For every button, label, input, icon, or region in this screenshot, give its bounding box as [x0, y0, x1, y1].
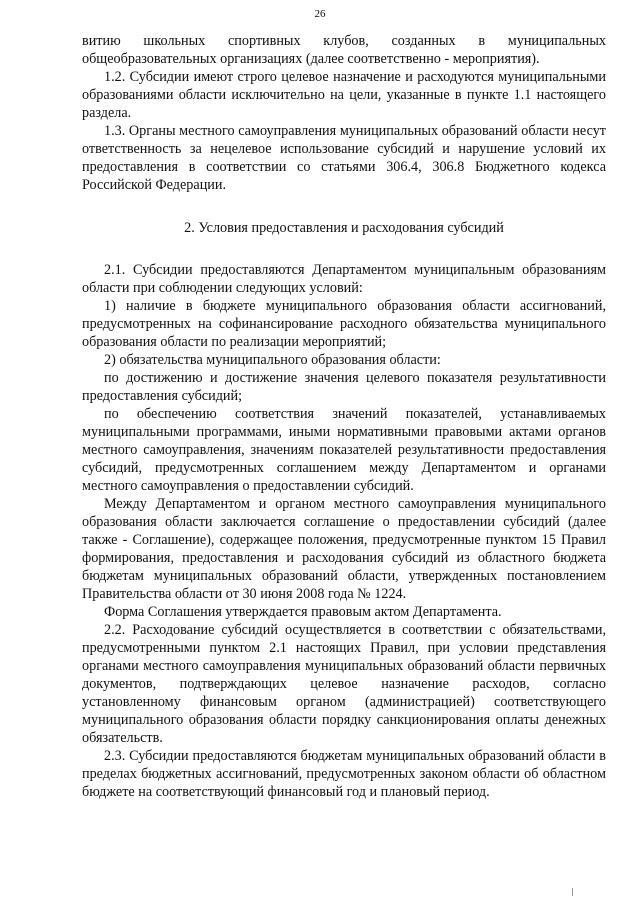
paragraph-2-3: 2.3. Субсидии предоставляются бюджетам муниципальных образований области в пределах бюджетных ассигнований, предусмотренных законом области об областном бюджете на соответствующий финансовый год и плановый период. [82, 748, 606, 800]
paragraph-continuation: витию школьных спортивных клубов, созданных в муниципальных общеобразовательных организациях (далее соответственно - мероприятия). [82, 33, 606, 67]
condition-1: 1) наличие в бюджете муниципального образования области ассигнований, предусмотренных на софинансирование расходного обязательства муниципального образования области по реализации мероприятий; [82, 298, 606, 350]
paragraph-agreement: Между Департаментом и органом местного самоуправления муниципального образования области заключается соглашение о предоставлении субсидий (далее также - Соглашение), содержащее положения, предусмотренные пунктом 15 Правил формирования, предоставления и расходования субсидий из областного бюджета бюджетам муниципальных образований области, утвержденных постановлением Правительства области от 30 июня 2008 года № 1224. [82, 496, 606, 602]
obligation-compliance: по обеспечению соответствия значений показателей, устанавливаемых муниципальными программами, иными нормативными правовыми актами органов местного самоуправления, значениям показателей результативности предоставления субсидий, предусмотренных соглашением между Департаментом и органами местного самоуправления о предоставлении субсидий. [82, 406, 606, 494]
page-number: 26 [314, 8, 326, 20]
obligation-target: по достижению и достижение значения целевого показателя результативности предоставления субсидий; [82, 370, 606, 404]
paragraph-1-2: 1.2. Субсидии имеют строго целевое назначение и расходуются муниципальными образованиями области исключительно на цели, указанные в пункте 1.1 настоящего раздела. [82, 69, 606, 121]
paragraph-agreement-form: Форма Соглашения утверждается правовым актом Департамента. [104, 604, 502, 620]
paragraph-2-1: 2.1. Субсидии предоставляются Департаментом муниципальным образованиям области при соблюдении следующих условий: [82, 262, 606, 296]
condition-2: 2) обязательства муниципального образования области: [104, 352, 441, 368]
section-heading: 2. Условия предоставления и расходования субсидий [184, 220, 504, 236]
document-body [82, 32, 606, 801]
paragraph-2-2: 2.2. Расходование субсидий осуществляется в соответствии с обязательствами, предусмотренными пунктом 2.1 настоящих Правил, при условии представления органами местного самоуправления муниципальных образований области первичных документов, подтверждающих целевое назначение расходов, согласно установленному финансовым органом (администрацией) соответствующего муниципального образования области порядку санкционирования оплаты денежных обязательств. [82, 622, 606, 746]
scan-margin-mark [572, 888, 573, 896]
paragraph-1-3: 1.3. Органы местного самоуправления муниципальных образований области несут ответственность за нецелевое использование субсидий и нарушение условий их предоставления в соответствии со статьями 306.4, 306.8 Бюджетного кодекса Российской Федерации. [82, 123, 606, 193]
